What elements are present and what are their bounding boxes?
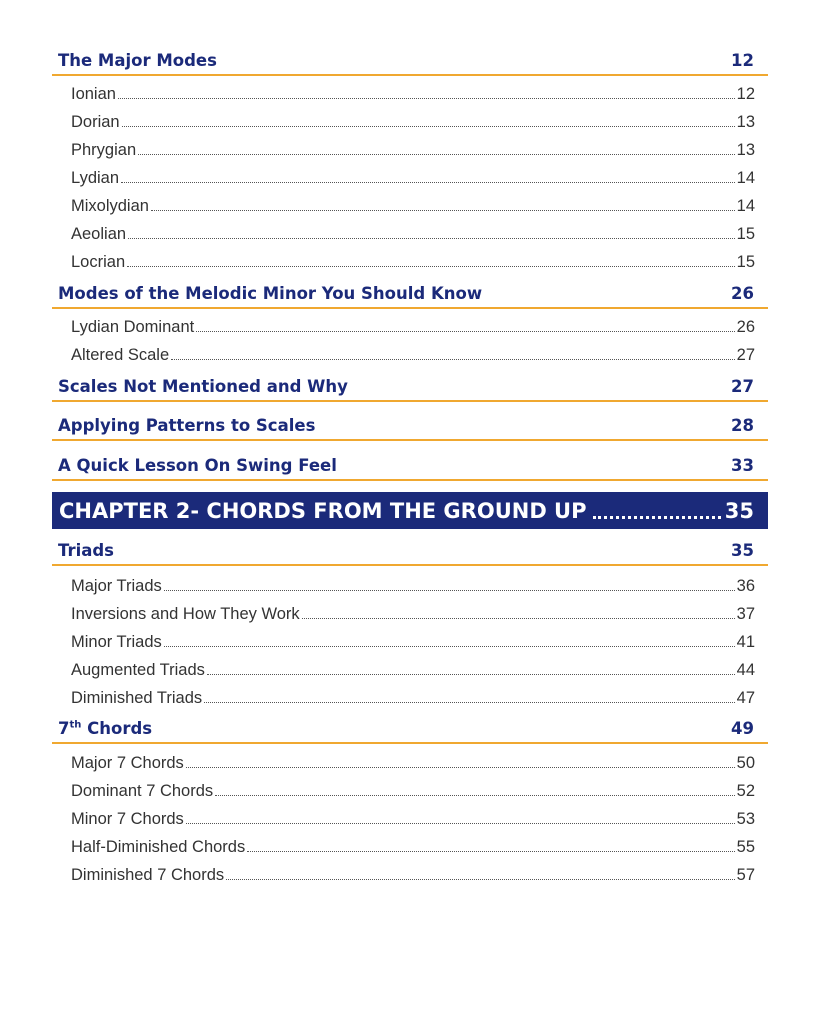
entry-page: 36 [736,577,755,595]
entry-page: 26 [736,318,755,336]
entry-title: Lydian Dominant [71,318,195,336]
toc-entry[interactable] [71,315,755,337]
toc-entry[interactable] [71,807,755,829]
dot-leader [186,823,735,824]
section-title-number: 7 [58,719,70,738]
chapter-page: 35 [724,498,754,523]
toc-entry[interactable] [71,574,755,596]
entry-page: 14 [736,197,755,215]
entry-page: 13 [736,141,755,159]
section-page: 35 [731,541,754,560]
toc-entry[interactable] [71,110,755,132]
section-heading-major-modes[interactable] [52,46,768,76]
section-title: Modes of the Melodic Minor You Should Know [58,284,483,303]
entry-title: Minor Triads [71,633,162,651]
toc-entry[interactable] [71,82,755,104]
entry-title: Phrygian [71,141,137,159]
entry-page: 50 [736,754,755,772]
toc-entry[interactable] [71,166,755,188]
entry-page: 52 [736,782,755,800]
toc-entry[interactable] [71,194,755,216]
entry-page: 53 [736,810,755,828]
entry-page: 27 [736,346,755,364]
section-page: 28 [731,416,754,435]
entry-title: Dorian [71,113,120,131]
dot-leader [207,674,735,675]
entry-title: Augmented Triads [71,661,205,679]
entry-title: Diminished 7 Chords [71,866,225,884]
entry-title: Major 7 Chords [71,754,184,772]
section-page: 49 [731,719,754,738]
entry-title: Inversions and How They Work [71,605,300,623]
dot-leader [186,767,735,768]
entry-title: Diminished Triads [71,689,203,707]
section-heading-swing-feel[interactable] [52,451,768,481]
dot-leader [138,154,735,155]
entry-page: 13 [736,113,755,131]
dot-leader [164,646,735,647]
toc-entry[interactable] [71,751,755,773]
entry-title: Altered Scale [71,346,170,364]
toc-entry[interactable] [71,222,755,244]
entry-page: 15 [736,253,755,271]
dot-leader [593,516,721,519]
toc-entry[interactable] [71,343,755,365]
section-title: Applying Patterns to Scales [58,416,316,435]
section-title: The Major Modes [58,51,217,70]
section-page: 26 [731,284,754,303]
dot-leader [122,126,735,127]
entry-title: Locrian [71,253,126,271]
section-title-rest: Chords [81,719,153,738]
section-heading-melodic-minor[interactable] [52,279,768,309]
entry-page: 15 [736,225,755,243]
toc-entry[interactable] [71,779,755,801]
toc-entry[interactable] [71,863,755,885]
entry-page: 55 [736,838,755,856]
dot-leader [226,879,734,880]
entry-title: Major Triads [71,577,162,595]
section-heading-scales-not-mentioned[interactable] [52,372,768,402]
entry-title: Aeolian [71,225,127,243]
chapter-heading[interactable] [52,492,768,529]
section-heading-7th-chords[interactable] [52,714,768,744]
dot-leader [164,590,735,591]
section-title: Scales Not Mentioned and Why [58,377,348,396]
entry-page: 41 [736,633,755,651]
entry-page: 12 [736,85,755,103]
section-page: 27 [731,377,754,396]
entry-title: Half-Diminished Chords [71,838,246,856]
dot-leader [196,331,734,332]
entry-page: 37 [736,605,755,623]
dot-leader [127,266,735,267]
dot-leader [121,182,735,183]
entry-title: Ionian [71,85,116,103]
toc-entry[interactable] [71,658,755,680]
dot-leader [151,210,735,211]
entry-page: 47 [736,689,755,707]
chapter-title: CHAPTER 2- CHORDS FROM THE GROUND UP [59,498,587,523]
entry-page: 57 [736,866,755,884]
entry-page: 14 [736,169,755,187]
section-heading-applying-patterns[interactable] [52,411,768,441]
toc-entry[interactable] [71,602,755,624]
entry-title: Lydian [71,169,120,187]
section-title [58,719,152,738]
dot-leader [204,702,735,703]
entry-title: Dominant 7 Chords [71,782,214,800]
entry-page: 44 [736,661,755,679]
toc-entry[interactable] [71,835,755,857]
toc-entry[interactable] [71,630,755,652]
section-title: Triads [58,541,115,560]
entry-title: Mixolydian [71,197,149,215]
toc-entry[interactable] [71,138,755,160]
entry-title: Minor 7 Chords [71,810,184,828]
section-title: A Quick Lesson On Swing Feel [58,456,337,475]
dot-leader [118,98,735,99]
section-title-superscript: th [69,719,82,731]
dot-leader [302,618,735,619]
toc-entry[interactable] [71,250,755,272]
dot-leader [171,359,735,360]
dot-leader [128,238,735,239]
section-page: 12 [731,51,754,70]
dot-leader [215,795,734,796]
section-heading-triads[interactable] [52,536,768,566]
toc-entry[interactable] [71,686,755,708]
dot-leader [247,851,734,852]
section-page: 33 [731,456,754,475]
